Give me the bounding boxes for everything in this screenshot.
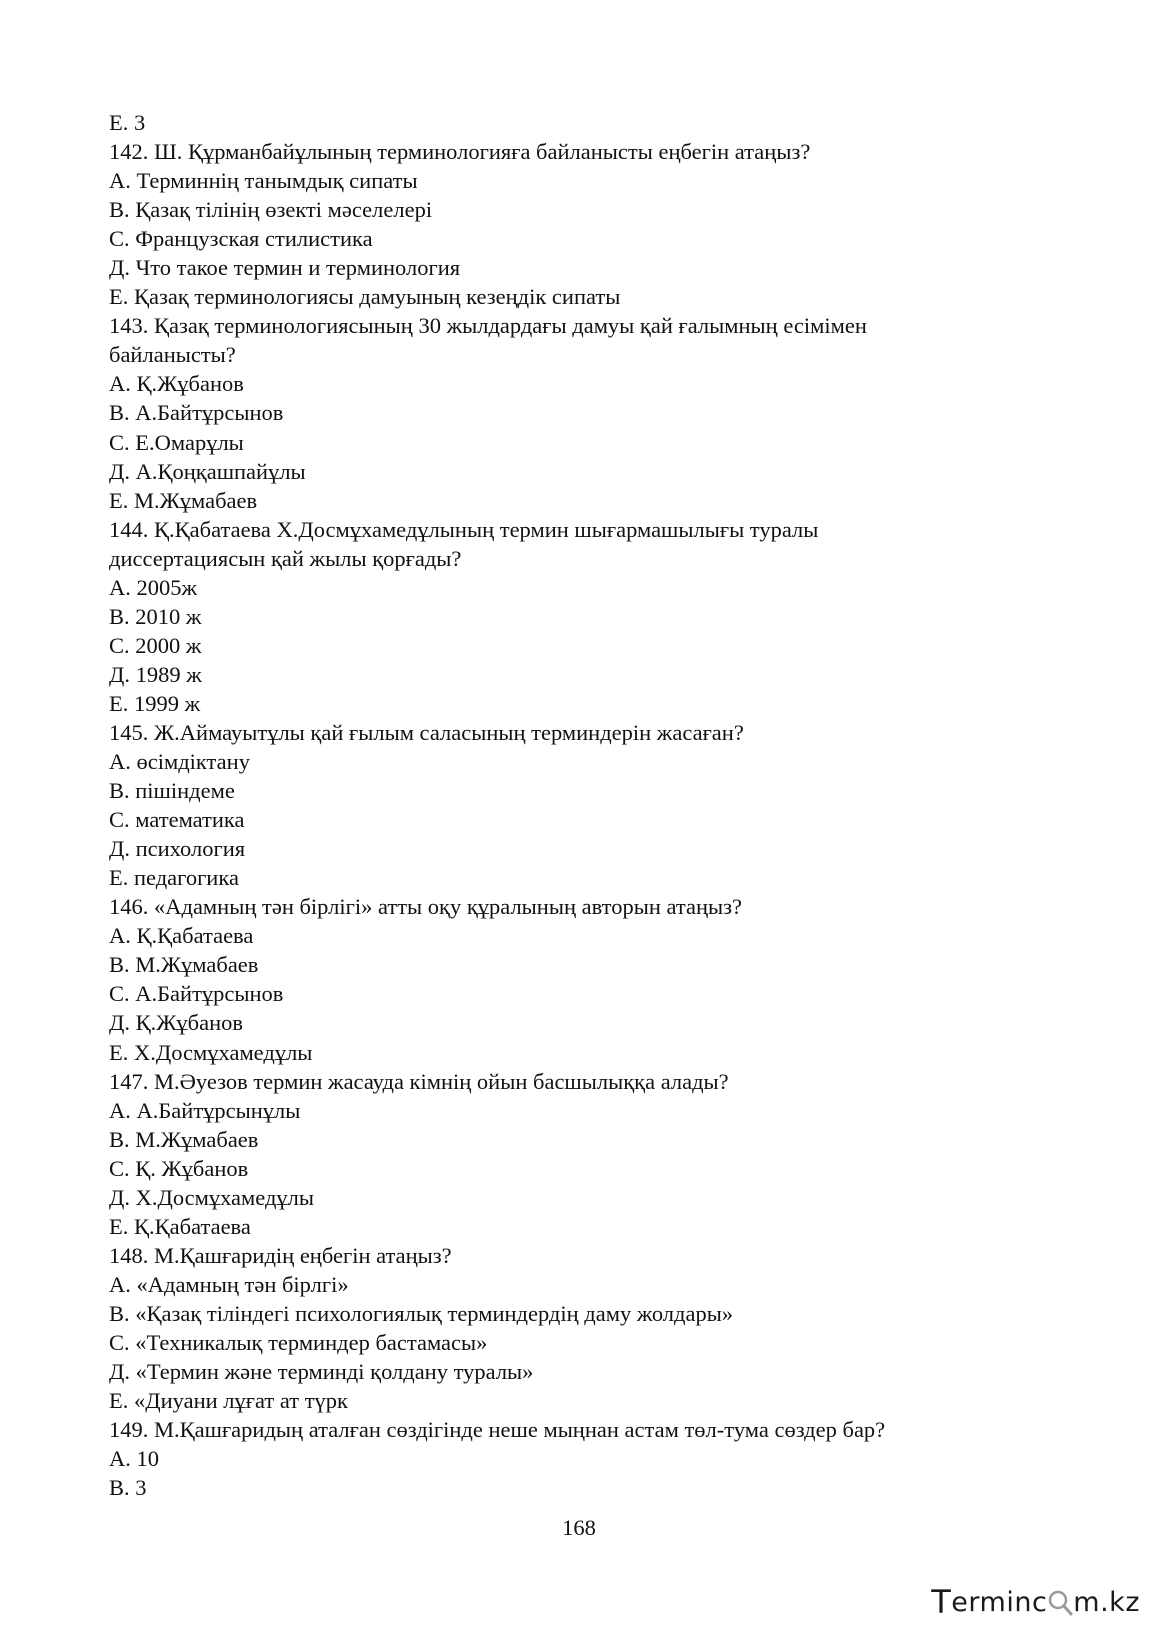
option-line: B. А.Байтұрсынов [109,400,284,426]
option-line: A. «Адамның тән бірлгі» [109,1271,349,1297]
watermark-prefix: T [931,1583,952,1621]
option-line: A. Қ.Қабатаева [109,923,254,949]
question-144: 144. Қ.Қабатаева Х.Досмұхамедұлының термин шығармашылығы туралы [109,516,819,542]
option-line: Д. Что такое термин и терминология [109,255,461,281]
option-line: E. Қазақ терминологиясы дамуының кезеңдік сипаты [109,284,621,310]
option-line: Д. Х.Досмұхамедұлы [109,1184,315,1210]
option-line: C. математика [109,807,245,833]
option-line: E. М.Жұмабаев [109,487,258,513]
option-line: Д. «Термин және терминді қолдану туралы» [109,1359,534,1385]
question-143: 143. Қазақ терминологиясының 30 жылдардағы дамуы қай ғалымның есімімен [109,313,867,339]
option-line: C. «Техникалық терминдер бастамасы» [109,1329,488,1355]
option-line: Д. 1989 ж [109,661,202,687]
option-line: B. пішіндеме [109,778,235,804]
question-144-cont: диссертациясын қай жылы қорғады? [109,545,462,571]
question-142: 142. Ш. Құрманбайұлының терминологияға байланысты еңбегін атаңыз? [109,139,811,165]
option-line: E. «Диуани лұғат ат түрк [109,1388,348,1414]
option-line: B. 2010 ж [109,603,202,629]
option-line: Д. психология [109,836,246,862]
option-line: E. Қ.Қабатаева [109,1213,251,1239]
option-line: Д. Қ.Жұбанов [109,1010,243,1036]
magnifier-icon [1047,1588,1073,1616]
page-number: 168 [562,1515,596,1540]
question-149: 149. М.Қашғаридың аталған сөздігінде неше мыңнан астам төл-тума сөздер бар? [109,1417,886,1443]
option-line: A. А.Байтұрсынұлы [109,1097,301,1123]
option-line: A. Терминнің танымдық сипаты [109,168,418,194]
question-147: 147. М.Әуезов термин жасауда кімнің ойын басшылыққа алады? [109,1068,729,1094]
option-line: C. Қ. Жұбанов [109,1155,249,1181]
option-line: C. 2000 ж [109,632,202,658]
watermark-suffix: m.kz [1073,1586,1140,1618]
document-body [109,108,1069,1502]
question-143-cont: байланысты? [109,342,236,368]
option-line: Д. А.Қоңқашпайұлы [109,458,306,484]
option-line: C. А.Байтұрсынов [109,981,284,1007]
option-line: B. М.Жұмабаев [109,952,259,978]
question-145: 145. Ж.Аймауытұлы қай ғылым саласының терминдерін жасаған? [109,719,744,745]
question-148: 148. М.Қашғаридің еңбегін атаңыз? [109,1242,452,1268]
option-line: E. педагогика [109,865,239,891]
watermark-middle: erminc [951,1586,1048,1618]
text-line: E. 3 [109,110,146,135]
question-146: 146. «Адамның тән бірлігі» атты оқу құралының авторын атаңыз? [109,894,743,920]
option-line: A. 10 [109,1446,159,1472]
option-line: B. «Қазақ тіліндегі психологиялық терминдердің даму жолдары» [109,1300,734,1326]
option-line: C. Е.Омарұлы [109,429,244,455]
option-line: E. 1999 ж [109,690,201,716]
option-line: A. өсімдіктану [109,749,250,775]
site-watermark [931,1582,1140,1622]
option-line: B. Қазақ тілінің өзекті мәселелері [109,197,433,223]
option-line: B. 3 [109,1475,147,1501]
option-line: A. Қ.Жұбанов [109,371,244,397]
option-line: E. Х.Досмұхамедұлы [109,1039,313,1065]
option-line: C. Французская стилистика [109,226,373,252]
option-line: B. М.Жұмабаев [109,1126,259,1152]
option-line: A. 2005ж [109,574,198,600]
